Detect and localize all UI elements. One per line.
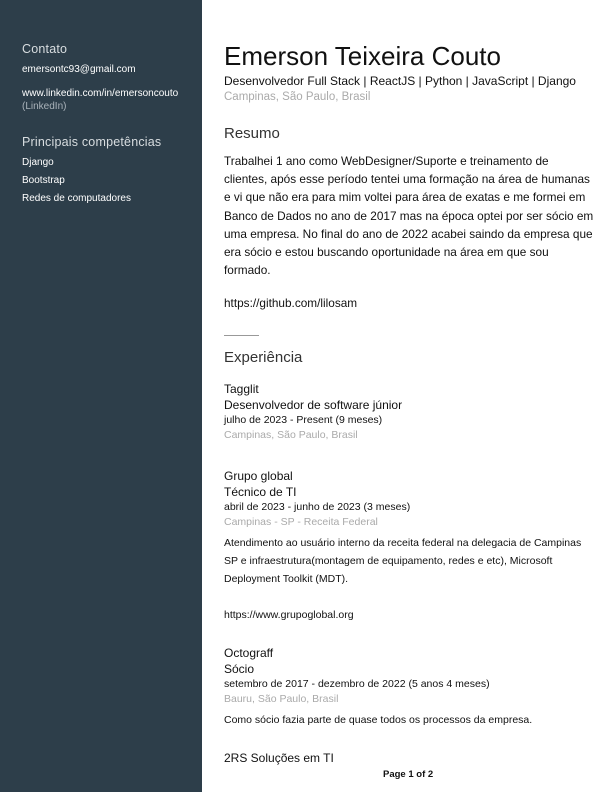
job-location: Campinas - SP - Receita Federal (224, 516, 378, 528)
job-role: Desenvolvedor de software júnior (224, 398, 403, 412)
company-name: Tagglit (224, 382, 259, 396)
company-name: Octograff (224, 646, 274, 660)
job-role: Técnico de TI (224, 485, 297, 499)
section-divider (224, 335, 259, 336)
person-name: Emerson Teixeira Couto (224, 41, 501, 71)
experience-heading: Experiência (224, 349, 303, 366)
job-description: Como sócio fazia parte de quase todos os processos da empresa. (224, 714, 533, 726)
headline: Desenvolvedor Full Stack | ReactJS | Python | JavaScript | Django (224, 74, 576, 88)
page-number: Page 1 of 2 (383, 769, 434, 780)
summary-text: Trabalhei 1 ano como WebDesigner/Suporte e treinamento de clientes, após esse período tentei uma formação na área de humanas e vi que não era para mim voltei para área de exatas e me formei em Banco de Dados no ano de 2017 mas na época optei por ser sócio em uma empresa. No final do ano de 2022 acabei saindo da empresa que era sócio e estou buscando oportunidade na área em que sou formado. (224, 154, 594, 278)
linkedin-label: (LinkedIn) (22, 101, 67, 112)
github-link[interactable]: https://github.com/lilosam (224, 296, 358, 310)
skill-item: Bootstrap (22, 175, 65, 186)
job-dates: setembro de 2017 - dezembro de 2022 (5 anos 4 meses) (224, 678, 490, 690)
skill-item: Redes de computadores (22, 193, 131, 204)
contact-heading: Contato (22, 42, 68, 56)
company-name: 2RS Soluções em TI (224, 751, 334, 765)
job-dates: julho de 2023 - Present (9 meses) (224, 414, 383, 426)
linkedin-link[interactable]: www.linkedin.com/in/emersoncouto (22, 88, 179, 99)
location: Campinas, São Paulo, Brasil (224, 91, 371, 103)
skill-item: Django (22, 157, 54, 168)
email-link[interactable]: emersontc93@gmail.com (22, 64, 136, 75)
job-description: Atendimento ao usuário interno da receita federal na delegacia de Campinas SP e infraestrutura(montagem de equipamento, redes e etc), Microsoft Deployment Toolkit (MDT). (224, 537, 582, 585)
job-role: Sócio (224, 662, 255, 676)
sidebar (0, 0, 202, 792)
company-name: Grupo global (224, 469, 293, 483)
job-dates: abril de 2023 - junho de 2023 (3 meses) (224, 501, 411, 513)
job-location: Bauru, São Paulo, Brasil (224, 693, 339, 705)
skills-heading: Principais competências (22, 135, 162, 149)
job-location: Campinas, São Paulo, Brasil (224, 429, 358, 441)
company-link[interactable]: https://www.grupoglobal.org (224, 609, 354, 621)
summary-heading: Resumo (224, 125, 280, 142)
